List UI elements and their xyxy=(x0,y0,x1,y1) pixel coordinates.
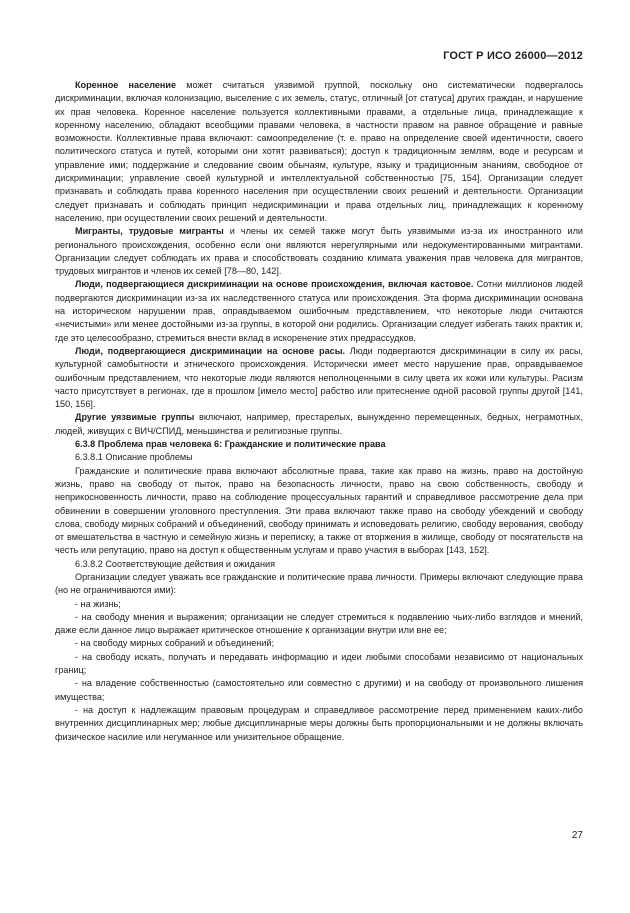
paragraph-lead: Люди, подвергающиеся дискриминации на основе расы. xyxy=(75,345,345,356)
paragraph-civil-rights-description: Гражданские и политические права включают абсолютные права, такие как право на жизнь, право на достойную жизнь, право на свободу от пыток, право на безопасность личности, право на свою собственность, свободу и неприкосновенность личности, право на соблюдение процессуальных гарантий и справедливое рассмотрение дела при обвинении в совершении уголовного преступления. Эти права включают также право на свободу убеждений и свободу слова, свободу мирных собраний и объединений, свободу принимать и исповедовать религию, свободу верования, свободу от вмешательства в частную и семейную жизнь и переписку, а также от вторжения в жилище, свободу от посягательств на честь или репутацию, право на доступ к общественным услугам и право участия в выборах [143, 152]. xyxy=(55,465,583,556)
list-item: - на свободу мирных собраний и объединений; xyxy=(75,638,274,649)
paragraph-other-groups xyxy=(55,411,583,438)
list-item: - на свободу мнения и выражения; организации не следует стремиться к подавлению чьих-либо взглядов и мнений, даже если данное лицо выражает критическое отношение к организации внутри или вне ее; xyxy=(55,611,583,636)
list-item: - на свободу искать, получать и передавать информацию и идеи любыми способами независимо от национальных границ; xyxy=(55,651,583,676)
paragraph-lead: Другие уязвимые группы xyxy=(75,412,195,423)
paragraph-lead: Коренное население xyxy=(75,80,177,90)
paragraph-text: Сотни миллионов людей подвергаются дискриминации из-за их наследственного статуса или происхождения. Эта форма дискриминации основана на историческом нарушении прав, оправдываемом ошибочным представлением, что некоторые люди считаются «нечистыми» или менее достойными из-за группы, в которой они родились. Организации следует избегать таких практик и, где это целесообразно, стремиться внести вклад в искоренение этих предрассудков. xyxy=(55,279,583,343)
list-item: - на жизнь; xyxy=(75,598,121,609)
list-item: - на доступ к надлежащим правовым процедурам и справедливое рассмотрение перед применением каких-либо внутренних дисциплинарных мер; любые дисциплинарные меры должны быть пропорциональными и не должны включать физическое насилие или негуманное или унизительное обращение. xyxy=(55,704,583,742)
paragraph-text: и члены их семей также могут быть уязвимыми из-за их иностранного или регионального происхождения, особенно если они являются нерегулярными или недокументированными мигрантами. Организации следует соблюдать их права и способствовать созданию климата уважения прав человека для мигрантов, трудовых мигрантов и членов их семей [78—80, 142]. xyxy=(55,226,583,277)
paragraph-indigenous xyxy=(55,79,583,225)
paragraph-text: может считаться уязвимой группой, поскольку оно систематически подвергалось дискриминации, включая колонизацию, выселение с их земель, статус, отличный [от статуса] других граждан, и нарушение их прав человека. Коренное население пользуется коллективными правами, а отдельные лица, принадлежащие к коренному населению, обладают всеобщими правами человека, в частности правом на равное обращение и равные возможности. Коллективные права включают: самоопределение (т. е. право на определение своей идентичности, своего политического статуса и путей, которыми они хотят развиваться); доступ к традиционным землям, воде и ресурсам и управление ими; поддержание и следование своим обычаям, культуре, языку и традиционным знаниям, свободное от дискриминации; управление своей культурной и интеллектуальной собственностью [75, 154]. Организации следует признавать и соблюдать права коренного населения при осуществлении своих решений и деятельности. Организации следует признавать и соблюдать принцип недискриминации и права отдельных лиц, принадлежащих к коренному населению, при осуществлении своих решений и деятельности. xyxy=(55,80,583,223)
paragraph-race xyxy=(55,345,583,411)
section-heading: 6.3.8 Проблема прав человека 6: Гражданские и политические права xyxy=(75,439,386,450)
paragraph-actions-intro: Организации следует уважать все гражданские и политические права личности. Примеры включают следующие права (но не ограничиваются ими): xyxy=(55,571,583,596)
list-item: - на владение собственностью (самостоятельно или совместно с другими) и на свободу от произвольного лишения имущества; xyxy=(55,678,583,702)
paragraph-caste xyxy=(55,278,583,344)
paragraph-lead: Мигранты, трудовые мигранты xyxy=(75,226,224,237)
document-header: ГОСТ Р ИСО 26000—2012 xyxy=(443,50,583,62)
paragraph-text: включают, например, престарелых, вынужденно перемещенных, бедных, неграмотных, людей, живущих с ВИЧ/СПИД, меньшинства и религиозные группы. xyxy=(55,412,583,436)
subsection-heading: 6.3.8.2 Соответствующие действия и ожидания xyxy=(75,558,276,569)
page-body xyxy=(55,79,583,744)
paragraph-text: Люди подвергаются дискриминации в силу их расы, культурной самобытности и этнического происхождения. Исторически имеет место нарушение прав, оправдываемое ошибочным представлением, что некоторые люди являются неполноценными в силу цвета их кожи или культуры. Расизм часто присутствует в регионах, где в прошлом [имело место] рабство или притеснение одной расовой группы другой [141, 150, 156]. xyxy=(55,345,583,410)
paragraph-lead: Люди, подвергающиеся дискриминации на основе происхождения, включая кастовое. xyxy=(75,279,474,290)
paragraph-migrants xyxy=(55,225,583,278)
page-number: 27 xyxy=(571,830,583,841)
subsection-heading: 6.3.8.1 Описание проблемы xyxy=(75,452,193,463)
